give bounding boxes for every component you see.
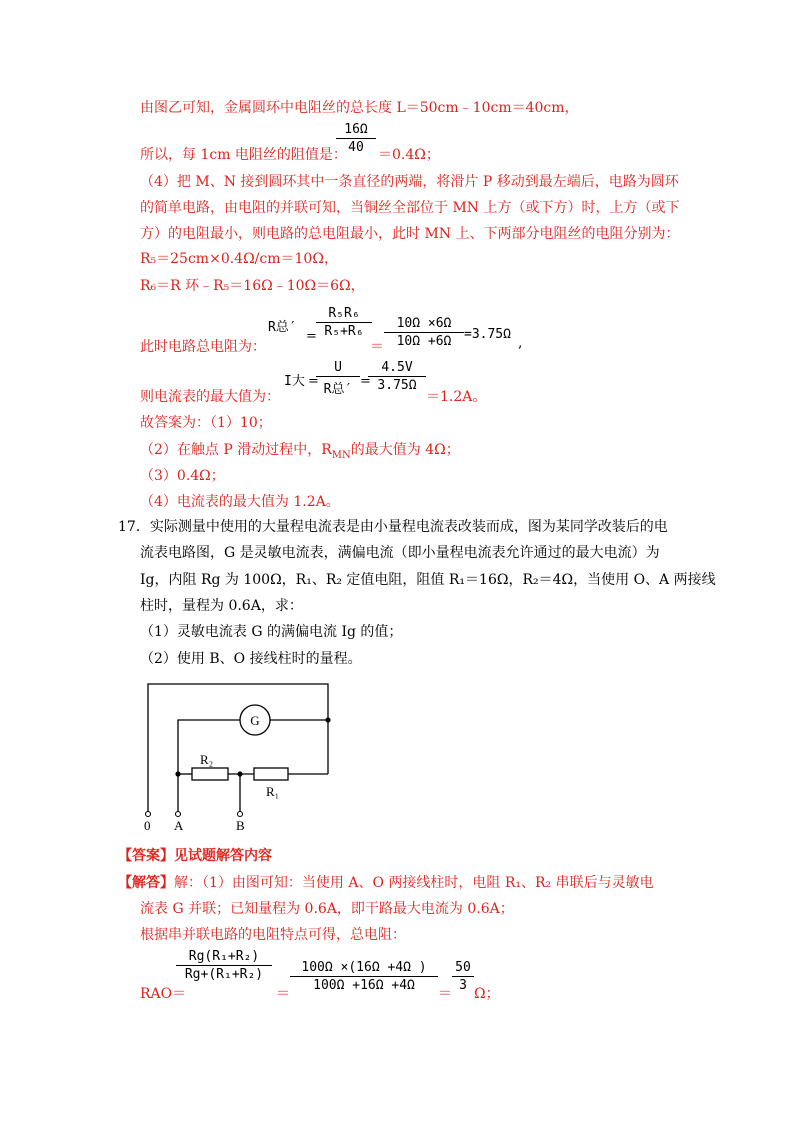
- solution-17-line-1-text: 解：（1）由图可知：当使用 A、O 两接线柱时，电阻 R₁、R₂ 串联后与灵敏电: [174, 875, 654, 891]
- sol16-line-4: 的简单电路，由电阻的并联可知，当铜丝全部位于 MN 上方（或下方）时，上方（或下: [140, 200, 680, 216]
- fraction-numerator: R₅R₆: [328, 306, 360, 321]
- sol16-line-2-post: ＝0.4Ω；: [378, 147, 440, 163]
- terminal-0-label: 0: [144, 818, 151, 833]
- fraction-denominator: R₅+R₆: [324, 324, 364, 339]
- terminal-b-label: B: [236, 818, 245, 833]
- fraction-numerator: 16Ω: [344, 122, 368, 137]
- answer-line-2-text: （2）在触点 P 滑动过程中，R: [140, 442, 332, 458]
- answer-line-4: （4）电流表的最大值为 1.2A。: [140, 494, 340, 510]
- answer-line-3: （3）0.4Ω；: [140, 468, 225, 484]
- fraction-numerator: Rg(R₁+R₂): [188, 949, 260, 964]
- fraction-numerator: 10Ω ×6Ω: [396, 316, 452, 331]
- fraction-rao-values: [290, 960, 438, 993]
- equals-sign: ＝: [370, 339, 384, 355]
- circuit-diagram: [130, 676, 350, 836]
- solution-17-line-3: 根据串并联电路的电阻特点可得，总电阻：: [140, 927, 406, 943]
- equals-sign: ＝: [276, 986, 290, 1002]
- fraction-50-3: [452, 960, 474, 993]
- q17-line-3: Ig，内阻 Rg 为 100Ω，R₁、R₂ 定值电阻，阻值 R₁＝16Ω，R₂＝4Ω，当使用 O、A 两接线: [140, 572, 716, 588]
- fraction-denominator: 3: [459, 978, 467, 993]
- fraction-denominator: 100Ω +16Ω +4Ω: [313, 978, 415, 993]
- r-ao-unit: Ω；: [474, 986, 500, 1002]
- fraction-numerator: 100Ω ×(16Ω +4Ω ): [301, 960, 427, 975]
- fraction-current-values: [368, 360, 426, 393]
- fraction-per-cm: [336, 122, 376, 155]
- r1-label: R₁: [266, 784, 280, 799]
- fraction-rao-formula: [176, 949, 272, 982]
- g-label: G: [250, 713, 260, 728]
- fraction-denominator: 3.75Ω: [377, 378, 417, 393]
- solution-tag: 【解答】: [118, 875, 174, 891]
- fraction-denominator: Rg+(R₁+R₂): [184, 967, 264, 982]
- terminal-a-label: A: [174, 818, 184, 833]
- junction-dot: [325, 717, 330, 722]
- sol16-line-9-pre: 则电流表的最大值为：: [140, 389, 280, 405]
- sol16-line-8-pre: 此时电路总电阻为：: [140, 339, 266, 355]
- sol16-line-1: 由图乙可知，金属圆环中电阻丝的总长度 L＝50cm﹣10cm＝40cm，: [140, 100, 579, 116]
- q17-line-4: 柱时，量程为 0.6A，求：: [140, 598, 303, 614]
- sol16-line-2-pre: 所以，每 1cm 电阻丝的阻值是：: [140, 147, 347, 163]
- fraction-numerator: 4.5V: [381, 360, 413, 375]
- fraction-u-over-r: [316, 360, 360, 397]
- r-ao-label: RAO＝: [140, 986, 187, 1002]
- equals-sign: ＝: [438, 986, 452, 1002]
- fraction-denominator: R总′: [323, 382, 353, 397]
- subscript-mn: MN: [331, 449, 351, 461]
- q17-line-2: 流表电路图，G 是灵敏电流表，满偏电流（即小量程电流表允许通过的最大电流）为: [140, 545, 660, 561]
- fraction-numerator: U: [334, 360, 342, 375]
- terminal-b: [238, 812, 243, 817]
- r-total-symbol: R总′: [268, 320, 297, 335]
- terminal-0: [146, 812, 151, 817]
- junction-dot: [237, 771, 242, 776]
- answer-17: 【答案】见试题解答内容: [118, 848, 272, 864]
- i-max-symbol: I大: [284, 374, 305, 389]
- q17-line-6: （2）使用 B、O 接线柱时的量程。: [140, 651, 362, 667]
- wire-outer: [148, 684, 328, 812]
- equals-sign: =: [308, 374, 319, 389]
- resistor-r2: [192, 768, 228, 780]
- equals-sign: =: [306, 329, 317, 344]
- answer-line-2-post: 的最大值为 4Ω；: [350, 442, 460, 458]
- fraction-numerator: 50: [455, 960, 471, 975]
- r2-label: R₂: [200, 752, 214, 767]
- fraction-r5r6: [316, 306, 372, 339]
- junction-dot: [175, 771, 180, 776]
- q17-line-1: 17．实际测量中使用的大量程电流表是由小量程电流表改装而成，图为某同学改装后的电: [118, 519, 668, 535]
- sol16-line-9-post: ＝1.2A。: [426, 389, 487, 405]
- equals-sign: =: [360, 374, 371, 389]
- q17-line-5: （1）灵敏电流表 G 的满偏电流 Ig 的值；: [140, 624, 403, 640]
- sol16-line-5: 方）的电阻最小，则电路的总电阻最小，此时 MN 上、下两部分电阻丝的电阻分别为：: [140, 226, 680, 242]
- fraction-values: [384, 316, 464, 349]
- terminal-a: [176, 812, 181, 817]
- sol16-line-3: （4）把 M、N 接到圆环其中一条直径的两端，将滑片 P 移动到最左端后，电路为圆环: [140, 174, 679, 190]
- fraction-denominator: 10Ω +6Ω: [396, 334, 452, 349]
- sol16-line-6: R₅＝25cm×0.4Ω/cm＝10Ω，: [140, 251, 338, 267]
- solution-17-line-2: 流表 G 并联；已知量程为 0.6A，即干路最大电流为 0.6A；: [140, 901, 514, 917]
- comma: ,: [518, 335, 523, 351]
- r-total-result: =3.75Ω: [464, 327, 511, 342]
- fraction-denominator: 40: [348, 140, 364, 155]
- solution-17-line-1: [118, 873, 654, 893]
- resistor-r1: [254, 768, 288, 780]
- answer-line-1: 故答案为：（1）10；: [140, 415, 272, 431]
- sol16-line-7: R₆＝R 环﹣R₅＝16Ω﹣10Ω＝6Ω，: [140, 278, 365, 294]
- answer-line-2: [140, 440, 460, 466]
